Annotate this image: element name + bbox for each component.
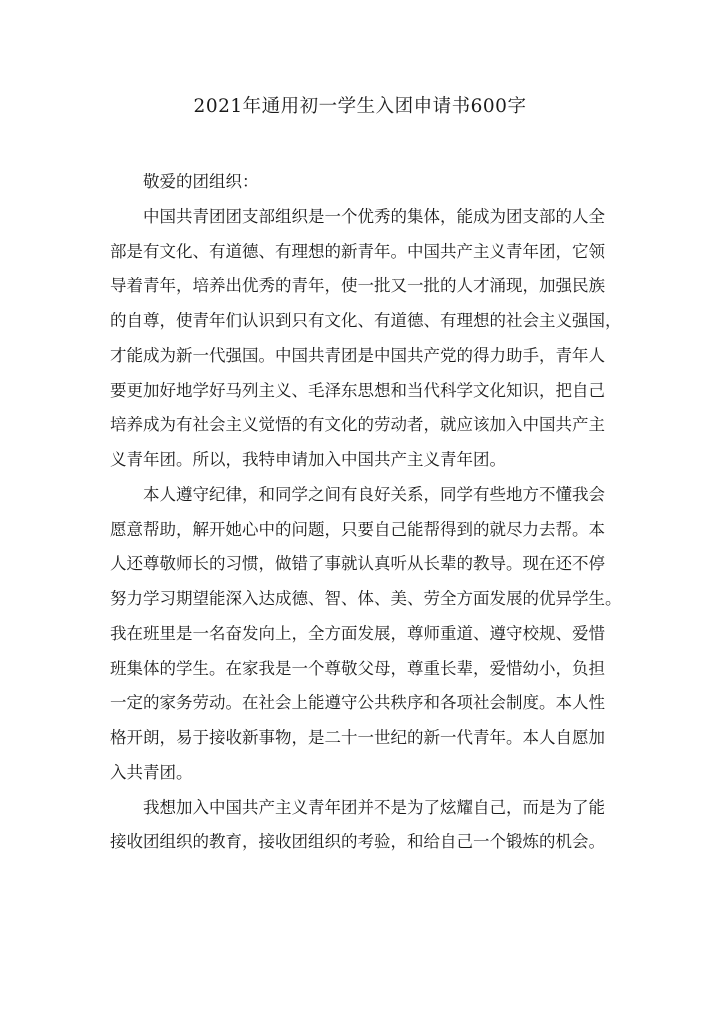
paragraph-line: 中国共青团团支部组织是一个优秀的集体，能成为团支部的人全	[143, 206, 605, 226]
salutation: 敬爱的团组织：	[143, 172, 259, 191]
paragraph-3	[110, 796, 615, 866]
paragraph-line: 我想加入中国共产主义青年团并不是为了炫耀自己，而是为了能	[143, 797, 605, 817]
paragraph-line: 我在班里是一名奋发向上，全方面发展，尊师重道、遵守校规、爱惜	[110, 623, 605, 643]
paragraph-line: 格开朗，易于接收新事物，是二十一世纪的新一代青年。本人自愿加	[110, 728, 605, 747]
paragraph-line: 义青年团。所以，我特申请加入中国共产主义青年团。	[110, 450, 506, 469]
paragraph-line: 一定的家务劳动。在社会上能遵守公共秩序和各项社会制度。本人性	[110, 693, 605, 713]
paragraph-line: 本人遵守纪律，和同学之间有良好关系，同学有些地方不懂我会	[143, 484, 605, 504]
paragraph-line: 才能成为新一代强国。中国共青团是中国共产党的得力助手，青年人	[110, 345, 605, 365]
paragraph-line: 要更加好地学好马列主义、毛泽东思想和当代科学文化知识，把自己	[110, 380, 605, 400]
paragraph-line: 人还尊敬师长的习惯，做错了事就认真听从长辈的教导。现在还不停	[110, 554, 605, 574]
paragraph-line: 的自尊，使青年们认识到只有文化、有道德、有理想的社会主义强国，	[110, 311, 622, 330]
paragraph-1	[110, 205, 622, 483]
paragraph-line: 入共青团。	[110, 762, 193, 782]
paragraph-2	[110, 483, 622, 796]
paragraph-line: 班集体的学生。在家我是一个尊敬父母，尊重长辈，爱惜幼小，负担	[110, 658, 605, 678]
paragraph-line: 接收团组织的教育，接收团组织的考验，和给自己一个锻炼的机会。	[110, 832, 605, 852]
document-title: 2021年通用初一学生入团申请书600字	[193, 96, 527, 117]
paragraph-line: 努力学习期望能深入达成德、智、体、美、劳全方面发展的优异学生。	[110, 589, 622, 608]
paragraph-line: 部是有文化、有道德、有理想的新青年。中国共产主义青年团，它领	[110, 241, 605, 261]
paragraph-line: 导着青年，培养出优秀的青年，使一批又一批的人才涌现，加强民族	[110, 276, 605, 296]
paragraph-line: 培养成为有社会主义觉悟的有文化的劳动者，就应该加入中国共产主	[110, 415, 605, 435]
document-body	[110, 170, 622, 865]
paragraph-line: 愿意帮助，解开她心中的问题，只要自己能帮得到的就尽力去帮。本	[110, 519, 605, 539]
